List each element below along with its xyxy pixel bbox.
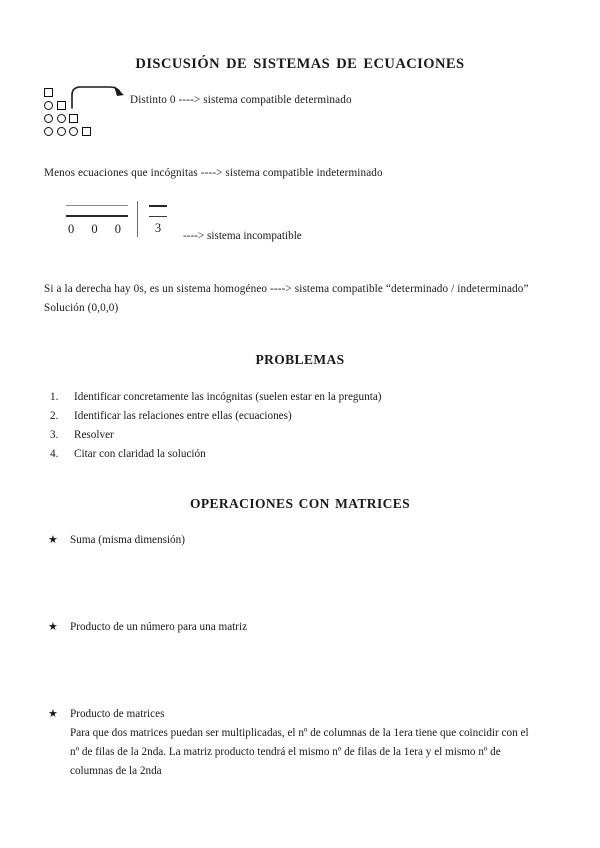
list-item-number: 3. bbox=[50, 429, 59, 441]
operacion-producto-numero-item bbox=[48, 618, 538, 637]
matrix-row bbox=[44, 126, 94, 137]
operacion-label: Producto de un número para una matriz bbox=[70, 621, 248, 633]
operacion-suma-item bbox=[48, 531, 538, 550]
square-cell-icon bbox=[69, 114, 78, 123]
list-item-number: 1. bbox=[50, 391, 59, 403]
square-cell-icon bbox=[44, 88, 53, 97]
augmented-right-block bbox=[148, 201, 168, 235]
list-item-number: 2. bbox=[50, 410, 59, 422]
zeros-row: 0 0 0 bbox=[68, 221, 128, 236]
operacion-producto-matrices-item bbox=[48, 705, 538, 781]
square-cell-icon bbox=[57, 101, 66, 110]
list-item-label: Identificar concretamente las incógnitas (suelen estar en la pregunta) bbox=[74, 391, 382, 403]
operaciones-heading: OPERACIONES CON MATRICES bbox=[189, 496, 411, 511]
star-bullet-icon: ★ bbox=[48, 621, 58, 633]
sistema-homogeneo-paragraph: Si a la derecha hay 0s, es un sistema homogéneo ----> sistema compatible “determinado / indeterminado” Solución (0,0,0) bbox=[44, 283, 529, 314]
operacion-label: Producto de matrices bbox=[70, 708, 165, 720]
augmented-matrix-diagram bbox=[66, 201, 316, 247]
circle-cell-icon bbox=[44, 127, 53, 136]
augmented-left-block bbox=[66, 201, 128, 236]
matrix-rule bbox=[66, 205, 128, 206]
circle-cell-icon bbox=[57, 127, 66, 136]
list-item bbox=[44, 426, 514, 445]
operacion-label: Suma (misma dimensión) bbox=[70, 534, 185, 546]
matrix-row bbox=[44, 87, 57, 98]
list-item bbox=[44, 407, 514, 426]
circle-cell-icon bbox=[44, 101, 53, 110]
incompatible-annotation: ----> sistema incompatible bbox=[183, 230, 302, 242]
right-hand-value: 3 bbox=[154, 220, 162, 235]
page-title: DISCUSIÓN DE SISTEMAS DE ECUACIONES bbox=[135, 56, 465, 72]
operacion-description: Para que dos matrices puedan ser multiplicadas, el nº de columnas de la 1era tiene que coincidir con el nº de filas de la 2nda. La matriz producto tendrá el mismo nº de filas de la 1era y el mismo nº de columnas de la 2nda bbox=[70, 727, 529, 777]
star-bullet-icon: ★ bbox=[48, 534, 58, 546]
list-item bbox=[44, 388, 514, 407]
matrix-rule bbox=[149, 205, 167, 207]
matrix-rule bbox=[149, 216, 167, 217]
augmented-divider bbox=[137, 201, 138, 237]
list-item bbox=[44, 445, 514, 464]
list-item-label: Citar con claridad la solución bbox=[74, 448, 206, 460]
list-item-label: Resolver bbox=[74, 429, 114, 441]
circle-cell-icon bbox=[69, 127, 78, 136]
matrix-rule bbox=[66, 215, 128, 217]
list-item-label: Identificar las relaciones entre ellas (ecuaciones) bbox=[74, 410, 292, 422]
circle-cell-icon bbox=[44, 114, 53, 123]
matrix-row bbox=[44, 100, 69, 111]
circle-cell-icon bbox=[57, 114, 66, 123]
menos-ecuaciones-line: Menos ecuaciones que incógnitas ----> sistema compatible indeterminado bbox=[44, 167, 383, 179]
problemas-list bbox=[44, 388, 514, 464]
square-cell-icon bbox=[82, 127, 91, 136]
problemas-heading: PROBLEMAS bbox=[255, 352, 345, 367]
matrix-row bbox=[44, 113, 82, 124]
curved-arrow-icon bbox=[70, 83, 128, 109]
distinto-cero-annotation: Distinto 0 ----> sistema compatible determinado bbox=[130, 94, 352, 106]
list-item-number: 4. bbox=[50, 448, 59, 460]
star-bullet-icon: ★ bbox=[48, 708, 58, 720]
